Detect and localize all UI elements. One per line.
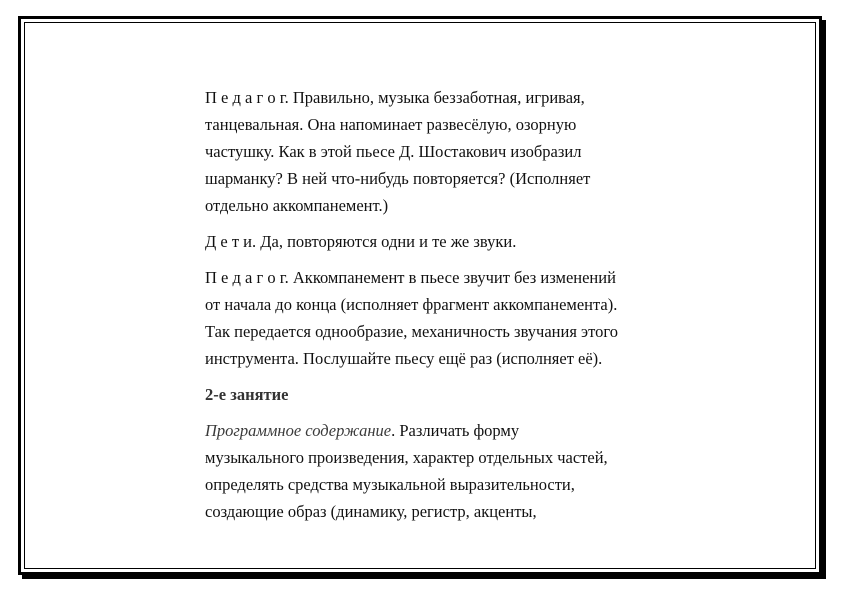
paragraph-children (205, 228, 745, 255)
paragraph-program (205, 417, 745, 525)
text-line: отдельно аккомпанемент.) (205, 196, 389, 215)
text-line: создающие образ (динамику, регистр, акценты, (205, 502, 537, 521)
text-line: Д е т и. Да, повторяются одни и те же звуки. (205, 232, 517, 251)
text-line: музыкального произведения, характер отдельных частей, (205, 448, 608, 467)
text-line (205, 417, 745, 444)
program-label: Программное содержание (205, 421, 392, 440)
document-text (205, 84, 745, 534)
text-line: П е д а г о г. Правильно, музыка беззаботная, игривая, (205, 88, 585, 107)
text-line: Так передается однообразие, механичность звучания этого (205, 322, 618, 341)
program-first-line: . Различать форму (391, 421, 520, 440)
paragraph-teacher-1 (205, 84, 745, 219)
text-line: шарманку? В ней что-нибудь повторяется? (Исполняет (205, 169, 591, 188)
text-line: определять средства музыкальной выразительности, (205, 475, 575, 494)
text-line: П е д а г о г. Аккомпанемент в пьесе звучит без изменений (205, 268, 616, 287)
paragraph-teacher-2 (205, 264, 745, 372)
text-line: инструмента. Послушайте пьесу ещё раз (исполняет её). (205, 349, 603, 368)
text-line: танцевальная. Она напоминает развесёлую, озорную (205, 115, 577, 134)
text-line: от начала до конца (исполняет фрагмент аккомпанемента). (205, 295, 618, 314)
text-line: частушку. Как в этой пьесе Д. Шостакович изобразил (205, 142, 582, 161)
section-heading: 2-е занятие (205, 385, 289, 404)
